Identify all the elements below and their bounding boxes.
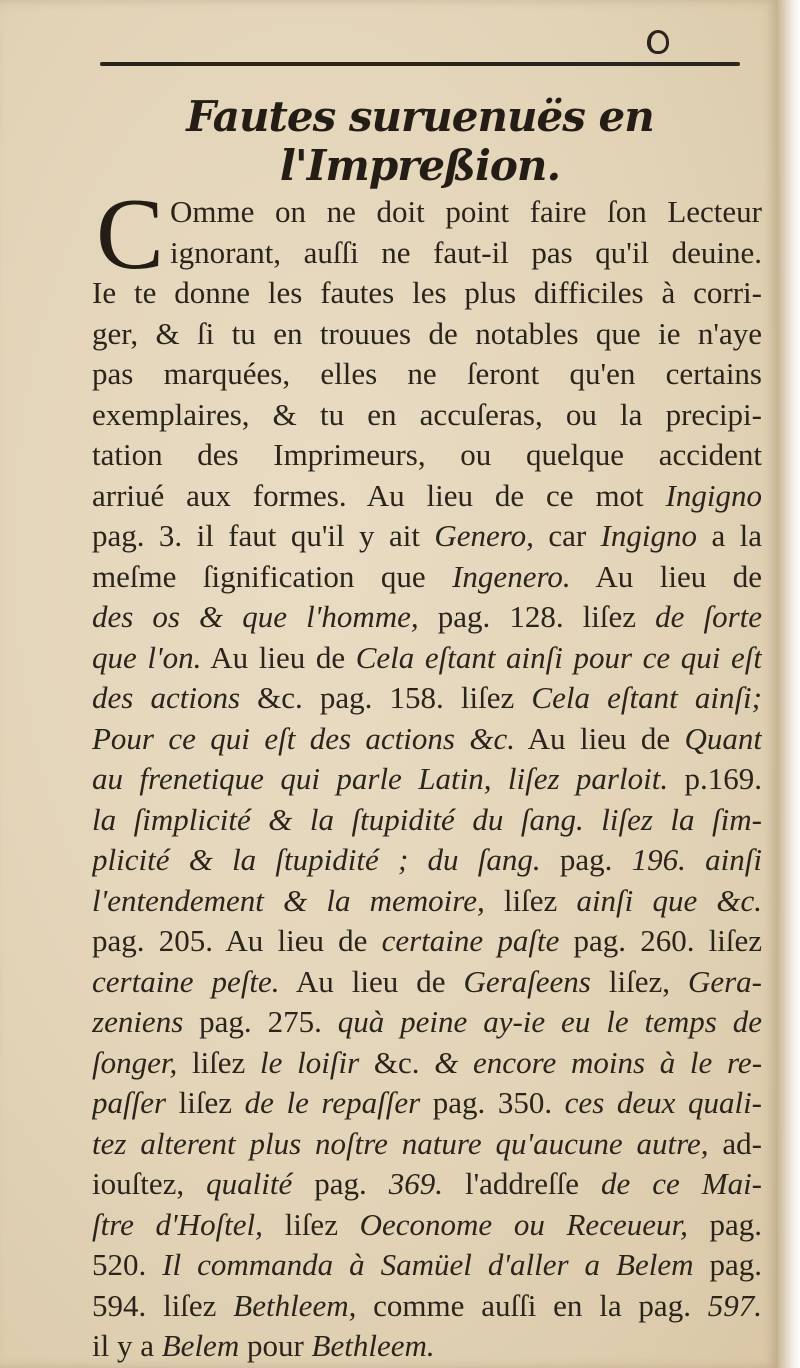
text-line: [92, 192, 762, 233]
italic-text: de ſorte: [655, 599, 762, 634]
header-rule: [100, 62, 740, 66]
roman-text: liſez: [166, 1085, 245, 1120]
roman-text: Omme on ne doit point faire ſon Lecteur: [170, 194, 762, 229]
italic-text: certaine paſte: [381, 923, 560, 958]
roman-text: Ie te donne les fautes les plus difficiles à corri-: [92, 275, 762, 310]
text-line: [92, 1083, 762, 1124]
roman-text: comme auſſi en la pag.: [356, 1287, 708, 1323]
text-line: [92, 557, 762, 598]
text-line: [92, 476, 762, 517]
italic-text: Oeconome ou Receueur,: [359, 1206, 688, 1242]
italic-text: au frenetique qui parle Latin, liſez parloit.: [92, 761, 669, 796]
text-line: [92, 354, 762, 395]
roman-text: meſme ſignification que: [92, 558, 453, 594]
text-line: [92, 1043, 762, 1084]
page-edge: [778, 0, 800, 1368]
italic-text: 597.: [707, 1287, 762, 1323]
roman-text: ad-: [708, 1125, 762, 1161]
text-line: [92, 1286, 762, 1327]
roman-text: car: [533, 518, 601, 553]
page-ornament-icon: [647, 30, 669, 54]
text-line: [92, 233, 762, 274]
roman-text: pag. 260. liſez: [559, 923, 762, 958]
roman-text: pag.: [693, 1247, 762, 1282]
text-line: [92, 1002, 762, 1043]
text-line: [92, 435, 762, 476]
roman-text: pag.: [687, 1206, 762, 1242]
drop-cap: C: [96, 178, 165, 291]
italic-text: de le repaſſer: [244, 1085, 421, 1120]
roman-text: pag. 275.: [183, 1004, 338, 1039]
roman-text: Au lieu de: [514, 720, 685, 756]
roman-text: a la: [697, 518, 762, 553]
italic-text: 196. ainſi: [631, 842, 762, 877]
roman-text: Au lieu de: [279, 963, 464, 999]
text-line: [92, 597, 762, 638]
roman-text: pag. 128. liſez: [418, 599, 656, 634]
italic-text: Pour ce qui eſt des actions &c.: [92, 720, 515, 756]
roman-text: exemplaires, & tu en accuſeras, ou la precipi-: [92, 396, 762, 432]
roman-text: liſez: [262, 1206, 360, 1242]
text-line: [92, 1164, 762, 1205]
roman-text: pas marquées, elles ne ſeront qu'en certains: [92, 356, 762, 391]
italic-text: ainſi que &c.: [576, 882, 762, 918]
text-line: [92, 1326, 762, 1367]
roman-text: liſez: [484, 882, 577, 918]
roman-text: pag.: [540, 842, 632, 877]
italic-text: Belem: [161, 1328, 240, 1363]
text-line: [92, 1124, 762, 1165]
roman-text: ger, & ſi tu en trouues de notables que ie n'aye: [92, 315, 762, 351]
roman-text: 594. liſez: [92, 1287, 234, 1323]
italic-text: 369.: [388, 1166, 443, 1201]
italic-text: Cela eſtant ainſi;: [531, 680, 762, 715]
roman-text: pag. 350.: [420, 1085, 565, 1120]
roman-text: liſez,: [590, 963, 688, 999]
page-title: Fautes suruenuës en l'Impreßion.: [186, 92, 654, 190]
italic-text: des actions: [92, 680, 241, 715]
roman-text: ignorant, auſſi ne faut-il pas qu'il deuine.: [170, 234, 762, 270]
italic-text: de ce Mai-: [600, 1166, 762, 1201]
roman-text: l'addreſſe: [442, 1166, 601, 1201]
italic-text: Ingigno: [665, 477, 762, 513]
text-line: [92, 962, 762, 1003]
text-line: [92, 678, 762, 719]
errata-body: [92, 178, 762, 1367]
roman-text: &c.: [359, 1044, 435, 1080]
italic-text: quà peine ay-ie eu le temps de: [337, 1004, 762, 1039]
italic-text: que l'on.: [92, 639, 202, 675]
text-line: [92, 921, 762, 962]
roman-text: il y a: [92, 1328, 162, 1363]
italic-text: Genero,: [434, 518, 534, 553]
italic-text: ces deux quali-: [564, 1085, 762, 1120]
italic-text: plicité & la ſtupidité ; du ſang.: [92, 842, 541, 877]
roman-text: Au lieu de: [570, 558, 762, 594]
italic-text: tez alterent plus noſtre nature qu'aucune autre,: [92, 1125, 709, 1161]
roman-text: tation des Imprimeurs, ou quelque accident: [92, 437, 762, 472]
text-line: [92, 1245, 762, 1286]
roman-text: pour: [239, 1328, 312, 1363]
text-line: [92, 719, 762, 760]
roman-text: pag. 3. il faut qu'il y ait: [92, 518, 435, 553]
italic-text: paſſer: [92, 1085, 167, 1120]
italic-text: ſonger,: [92, 1044, 178, 1080]
text-line: [92, 800, 762, 841]
roman-text: &c. pag. 158. liſez: [240, 680, 532, 715]
italic-text: Ingenero.: [452, 558, 571, 594]
text-line: [92, 395, 762, 436]
italic-text: Bethleem.: [311, 1328, 435, 1363]
text-line: [92, 840, 762, 881]
italic-text: Ingigno: [600, 518, 698, 553]
text-line: [92, 516, 762, 557]
roman-text: iouſtez,: [92, 1166, 207, 1201]
text-line: [92, 1205, 762, 1246]
roman-text: pag. 205. Au lieu de: [92, 923, 382, 958]
roman-text: arriué aux formes. Au lieu de ce mot: [92, 477, 666, 513]
italic-text: Il commanda à Samüel d'aller a Belem: [162, 1247, 694, 1282]
italic-text: le loiſir: [260, 1044, 360, 1080]
roman-text: Au lieu de: [201, 639, 356, 675]
italic-text: qualité: [206, 1166, 293, 1201]
italic-text: Geraſeens: [463, 963, 591, 999]
italic-text: Gera-: [687, 963, 762, 999]
text-line: [92, 314, 762, 355]
text-line: [92, 759, 762, 800]
roman-text: pag.: [292, 1166, 389, 1201]
italic-text: l'entendement & la memoire,: [92, 882, 485, 918]
text-line: [92, 638, 762, 679]
italic-text: Quant: [684, 720, 762, 756]
italic-text: la ſimplicité & la ſtupidité du ſang. liſez la ſim-: [92, 801, 762, 837]
italic-text: des os & que l'homme,: [92, 599, 419, 634]
italic-text: Bethleem,: [233, 1287, 357, 1323]
italic-text: & encore moins à le re-: [434, 1044, 762, 1080]
roman-text: p.169.: [668, 761, 762, 796]
text-line: [92, 881, 762, 922]
roman-text: 520.: [92, 1247, 163, 1282]
text-line: [92, 273, 762, 314]
italic-text: ſtre d'Hoſtel,: [92, 1206, 263, 1242]
italic-text: certaine peſte.: [92, 963, 280, 999]
roman-text: liſez: [177, 1044, 261, 1080]
italic-text: Cela eſtant ainſi pour ce qui eſt: [355, 639, 762, 675]
italic-text: zeniens: [92, 1004, 184, 1039]
